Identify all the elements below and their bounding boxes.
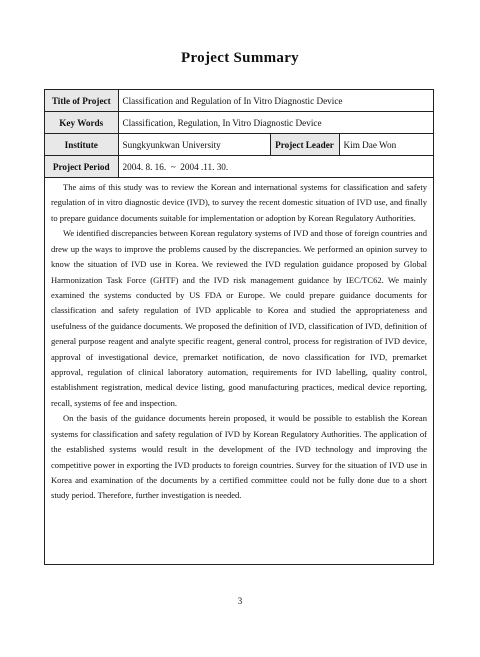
- leader-value: Kim Dae Won: [339, 134, 433, 156]
- keywords-label: Key Words: [45, 112, 118, 134]
- paragraph-aims: The aims of this study was to review the Korean and international systems for classification and safety regulation of in vitro diagnostic device (IVD), to survey the recent domestic situation of IVD use, and finally to prepare guidance documents suitable for implementation or adoption by Korean Regulatory Authorities.: [51, 182, 427, 223]
- page-title: Project Summary: [181, 50, 299, 66]
- period-row: [45, 156, 433, 178]
- institute-row: [45, 134, 433, 156]
- project-info-table: [45, 90, 433, 178]
- period-label: Project Period: [45, 156, 118, 178]
- summary-box: [44, 89, 434, 565]
- page-number: 3: [237, 596, 243, 606]
- institute-label: Institute: [45, 134, 118, 156]
- summary-body: [51, 180, 427, 504]
- paragraph-findings: We identified discrepancies between Korean regulatory systems of IVD and those of foreign countries and drew up the ways to improve the problems caused by the discrepancies. We performed an opinion survey to know the situation of IVD use in Korea. We reviewed the IVD regulation guidance proposed by Global Harmonization Task Force (GHTF) and the IVD risk management guidance by IEC/TC62. We mainly examined the systems conducted by US FDA or Europe. We could prepare guidance documents for classification and safety regulation of IVD applicable to Korea and studied the appropriateness and usefulness of the guidance documents. We proposed the definition of IVD, classification of IVD, definition of general purpose reagent and analyte specific reagent, general control, process for registration of IVD device, approval of investigational device, premarket notification, de novo classification for IVD, premarket approval, regulation of clinical laboratory automation, requirements for IVD labelling, quality control, establishment registration, medical device listing, good manufacturing practices, medical device reporting, recall, systems of fee and inspection.: [51, 228, 427, 408]
- title-row: [45, 90, 433, 112]
- institute-value: Sungkyunkwan University: [118, 134, 270, 156]
- keywords-row: [45, 112, 433, 134]
- leader-label: Project Leader: [270, 134, 339, 156]
- period-value: 2004. 8. 16. ~ 2004 .11. 30.: [118, 156, 433, 178]
- keywords-value: Classification, Regulation, In Vitro Diagnostic Device: [118, 112, 433, 134]
- title-label: Title of Project: [45, 90, 118, 112]
- title-value: Classification and Regulation of In Vitro Diagnostic Device: [118, 90, 433, 112]
- paragraph-conclusion: On the basis of the guidance documents herein proposed, it would be possible to establish the Korean systems for classification and safety regulation of IVD by Korean Regulatory Authorities. The application of the established systems would result in the development of the IVD technology and improving the competitive power in exporting the IVD products to foreign countries. Survey for the situation of IVD use in Korea and examination of the documents by a certified committee could not be fully done due to a short study period. Therefore, further investigation is needed.: [51, 413, 427, 501]
